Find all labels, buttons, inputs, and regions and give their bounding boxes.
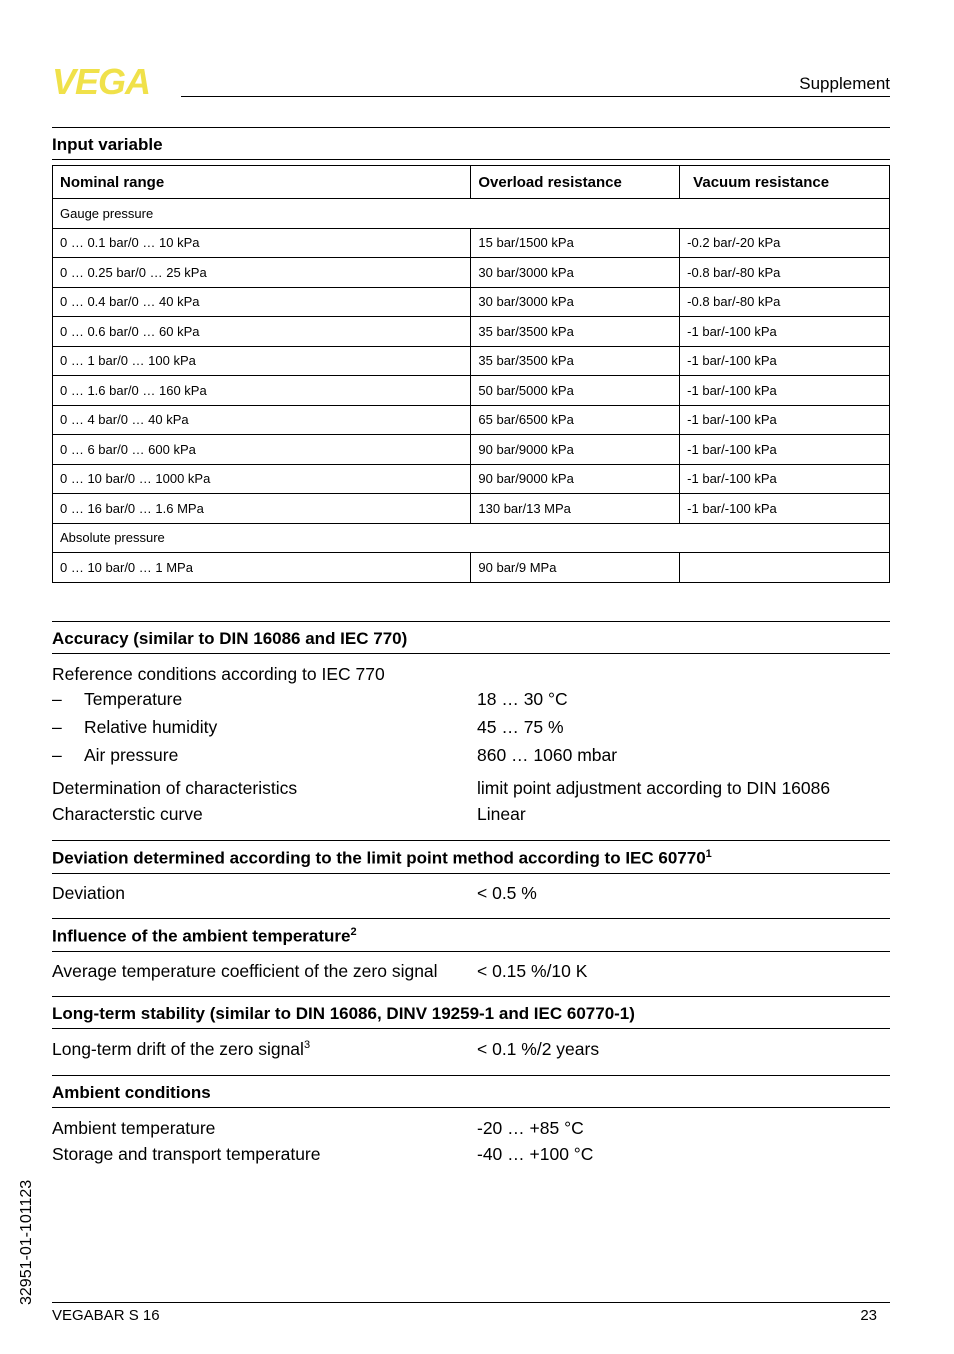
table-cell: -0.8 bar/-80 kPa: [680, 287, 890, 317]
spec-value: < 0.15 %/10 K: [477, 961, 588, 981]
table-cell: -1 bar/-100 kPa: [680, 405, 890, 435]
spec-value: < 0.1 %/2 years: [477, 1039, 600, 1059]
table-cell: 0 … 6 bar/0 … 600 kPa: [53, 435, 471, 465]
column-header: Vacuum resistance: [680, 166, 890, 199]
table-row: [53, 228, 890, 258]
spec-row: [52, 778, 890, 802]
table-cell: -1 bar/-100 kPa: [680, 494, 890, 524]
table-cell: 50 bar/5000 kPa: [471, 376, 680, 406]
table-row: [53, 346, 890, 376]
spec-label: Ambient temperature: [52, 1118, 216, 1138]
document-code: 32951-01-101123: [18, 1179, 35, 1305]
table-cell: -0.8 bar/-80 kPa: [680, 258, 890, 288]
spec-value: 860 … 1060 mbar: [477, 745, 618, 765]
table-cell: -1 bar/-100 kPa: [680, 464, 890, 494]
table-cell: 35 bar/3500 kPa: [471, 346, 680, 376]
reference-conditions-row: [52, 664, 890, 688]
table-cell: 90 bar/9000 kPa: [471, 435, 680, 465]
spec-label: Characterstic curve: [52, 804, 203, 824]
column-header: Overload resistance: [471, 166, 680, 199]
table-cell: 90 bar/9 MPa: [471, 553, 680, 583]
spec-label: Storage and transport temperature: [52, 1144, 321, 1164]
table-group-row: [53, 523, 890, 553]
table-header-row: [53, 166, 890, 199]
footer-rule: [52, 1302, 890, 1303]
table-cell: 0 … 0.6 bar/0 … 60 kPa: [53, 317, 471, 347]
table-cell: 90 bar/9000 kPa: [471, 464, 680, 494]
stability-heading: Long-term stability (similar to DIN 16086, DINV 19259-1 and IEC 60770-1): [52, 996, 890, 1029]
spec-label: Average temperature coefficient of the zero signal: [52, 961, 438, 981]
dash-bullet: –: [52, 745, 62, 765]
spec-value: 45 … 75 %: [477, 717, 564, 737]
spec-row: [52, 883, 890, 907]
table-row: [53, 494, 890, 524]
table-row: [53, 287, 890, 317]
table-cell: -1 bar/-100 kPa: [680, 376, 890, 406]
group-label: Absolute pressure: [53, 523, 890, 553]
ambient-conditions-heading: Ambient conditions: [52, 1075, 890, 1108]
spec-value: Linear: [477, 804, 526, 824]
spec-row: [52, 689, 890, 713]
table-cell: 30 bar/3000 kPa: [471, 287, 680, 317]
ambient-influence-heading: [52, 918, 890, 952]
reference-conditions-label: Reference conditions according to IEC 770: [52, 664, 385, 684]
spec-row: [52, 1118, 890, 1142]
footnote-marker: 3: [303, 1039, 311, 1052]
spec-label: Air pressure: [84, 745, 179, 765]
spec-label: Long-term drift of the zero signal: [52, 1039, 304, 1059]
table-cell: -1 bar/-100 kPa: [680, 317, 890, 347]
table-cell: -1 bar/-100 kPa: [680, 435, 890, 465]
table-cell: 0 … 0.1 bar/0 … 10 kPa: [53, 228, 471, 258]
spec-label: Deviation: [52, 883, 125, 903]
column-header: Nominal range: [53, 166, 471, 199]
spec-row: [52, 1039, 890, 1063]
table-cell: 0 … 10 bar/0 … 1 MPa: [53, 553, 471, 583]
spec-value: < 0.5 %: [477, 883, 537, 903]
spec-row: [52, 717, 890, 741]
footnote-marker: 1: [705, 848, 712, 860]
table-cell: -1 bar/-100 kPa: [680, 346, 890, 376]
table-cell: 30 bar/3000 kPa: [471, 258, 680, 288]
spec-row: [52, 961, 890, 985]
spec-value: limit point adjustment according to DIN 16086: [477, 778, 831, 798]
dash-bullet: –: [52, 689, 62, 709]
table-cell: 0 … 10 bar/0 … 1000 kPa: [53, 464, 471, 494]
table-cell: 0 … 16 bar/0 … 1.6 MPa: [53, 494, 471, 524]
deviation-heading-text: Deviation determined according to the limit point method according to IEC 60770: [52, 848, 706, 868]
table-cell: 35 bar/3500 kPa: [471, 317, 680, 347]
table-group-row: [53, 199, 890, 229]
vega-logo-text: VEGA: [52, 66, 151, 96]
footer-product-name: VEGABAR S 16: [52, 1307, 160, 1324]
table-cell: 65 bar/6500 kPa: [471, 405, 680, 435]
table-cell: 0 … 1.6 bar/0 … 160 kPa: [53, 376, 471, 406]
table-row: [53, 317, 890, 347]
table-row: [53, 435, 890, 465]
page-number: 23: [860, 1307, 877, 1324]
spec-row: [52, 745, 890, 769]
accuracy-heading: Accuracy (similar to DIN 16086 and IEC 770): [52, 621, 890, 654]
ambient-influence-heading-text: Influence of the ambient temperature: [52, 926, 351, 946]
table-row: [53, 258, 890, 288]
table-cell: 130 bar/13 MPa: [471, 494, 680, 524]
spec-value: -20 … +85 °C: [477, 1118, 584, 1138]
spec-label: Temperature: [84, 689, 183, 709]
spec-value: 18 … 30 °C: [477, 689, 568, 709]
spec-label: Relative humidity: [84, 717, 218, 737]
table-cell: 0 … 0.4 bar/0 … 40 kPa: [53, 287, 471, 317]
header-section-label: Supplement: [799, 74, 890, 93]
dash-bullet: –: [52, 717, 62, 737]
spec-label: Determination of characteristics: [52, 778, 298, 798]
input-variable-table: [52, 165, 890, 583]
spec-row: [52, 804, 890, 828]
table-cell: 15 bar/1500 kPa: [471, 228, 680, 258]
table-row: [53, 405, 890, 435]
table-cell: 0 … 1 bar/0 … 100 kPa: [53, 346, 471, 376]
table-row: [53, 376, 890, 406]
table-row: [53, 464, 890, 494]
table-row: [53, 553, 890, 583]
spec-value: -40 … +100 °C: [477, 1144, 594, 1164]
table-cell: -0.2 bar/-20 kPa: [680, 228, 890, 258]
input-variable-heading: Input variable: [52, 127, 890, 160]
header-rule: [181, 96, 890, 97]
group-label: Gauge pressure: [53, 199, 890, 229]
table-cell: 0 … 4 bar/0 … 40 kPa: [53, 405, 471, 435]
footnote-marker: 2: [350, 926, 357, 938]
vega-logo: [52, 66, 170, 96]
table-cell: [680, 553, 890, 583]
spec-row: [52, 1144, 890, 1168]
table-cell: 0 … 0.25 bar/0 … 25 kPa: [53, 258, 471, 288]
deviation-heading: [52, 840, 890, 874]
